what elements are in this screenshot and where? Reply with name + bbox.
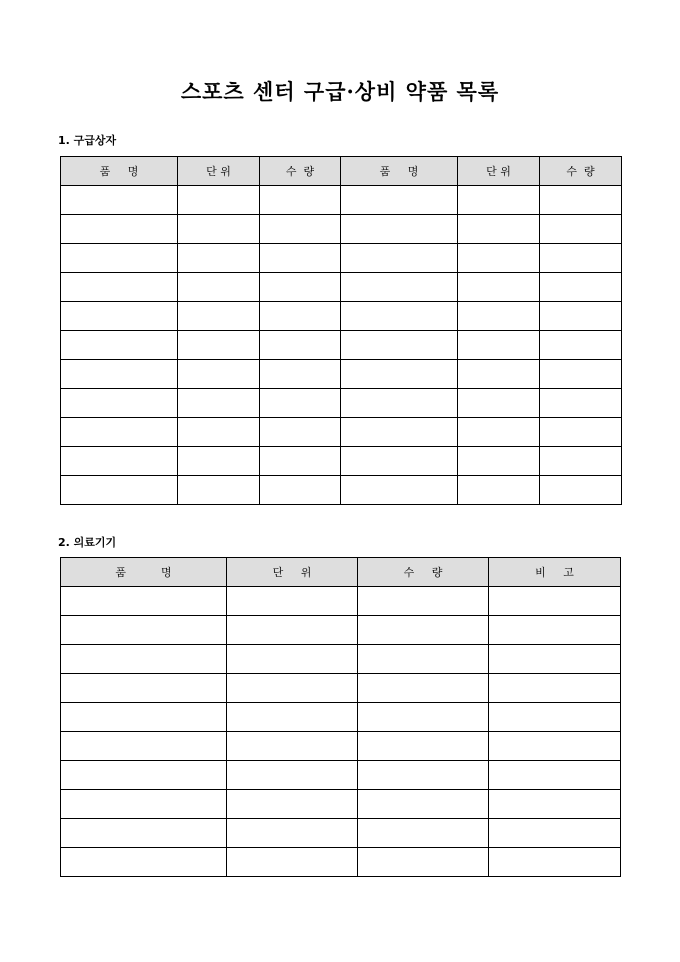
table-row (61, 645, 621, 674)
table-cell[interactable] (178, 389, 260, 418)
table-cell[interactable] (489, 790, 621, 819)
table-cell[interactable] (358, 819, 489, 848)
table-cell[interactable] (458, 476, 540, 505)
table-header-row (61, 157, 622, 186)
table-cell[interactable] (489, 848, 621, 877)
table-row (61, 616, 621, 645)
medical-devices-table-body (61, 587, 621, 877)
table-row (61, 703, 621, 732)
table-cell[interactable] (260, 331, 341, 360)
table-cell[interactable] (540, 302, 622, 331)
table-cell[interactable] (458, 273, 540, 302)
table-cell[interactable] (489, 616, 621, 645)
table-cell[interactable] (358, 732, 489, 761)
table-cell[interactable] (540, 360, 622, 389)
table-cell[interactable] (341, 447, 458, 476)
table-cell[interactable] (260, 215, 341, 244)
table-cell[interactable] (341, 389, 458, 418)
table-cell[interactable] (61, 360, 178, 389)
table-cell[interactable] (61, 186, 178, 215)
table-row (61, 476, 622, 505)
table-cell[interactable] (61, 215, 178, 244)
table-cell[interactable] (358, 616, 489, 645)
table-cell[interactable] (341, 244, 458, 273)
table-cell[interactable] (458, 244, 540, 273)
column-header-unit: 단 위 (458, 157, 540, 186)
table-row (61, 418, 622, 447)
table-cell[interactable] (227, 587, 358, 616)
table-cell[interactable] (61, 389, 178, 418)
table-row (61, 587, 621, 616)
table-cell[interactable] (341, 215, 458, 244)
table-cell[interactable] (458, 447, 540, 476)
table-cell[interactable] (61, 674, 227, 703)
table-cell[interactable] (61, 790, 227, 819)
table-cell[interactable] (178, 447, 260, 476)
table-cell[interactable] (458, 215, 540, 244)
table-header-row (61, 558, 621, 587)
table-cell[interactable] (178, 476, 260, 505)
table-cell[interactable] (341, 186, 458, 215)
table-cell[interactable] (358, 587, 489, 616)
table-cell[interactable] (227, 674, 358, 703)
column-header-unit: 단 위 (227, 558, 358, 587)
first-aid-kit-table (60, 156, 622, 505)
column-header-item-name: 품 명 (341, 157, 458, 186)
section-medical-devices-label: 2. 의료기기 (58, 536, 117, 549)
table-row (61, 244, 622, 273)
column-header-unit: 단 위 (178, 157, 260, 186)
table-cell[interactable] (458, 302, 540, 331)
table-cell[interactable] (61, 703, 227, 732)
table-cell[interactable] (358, 674, 489, 703)
table-row (61, 848, 621, 877)
column-header-quantity: 수 량 (260, 157, 341, 186)
column-header-item-name: 품 명 (61, 157, 178, 186)
table-cell[interactable] (227, 732, 358, 761)
table-cell[interactable] (61, 587, 227, 616)
table-cell[interactable] (260, 418, 341, 447)
table-row (61, 761, 621, 790)
table-cell[interactable] (227, 790, 358, 819)
medical-devices-table (60, 557, 621, 877)
table-row (61, 273, 622, 302)
table-cell[interactable] (178, 360, 260, 389)
table-row (61, 732, 621, 761)
table-cell[interactable] (178, 273, 260, 302)
table-cell[interactable] (358, 790, 489, 819)
table-cell[interactable] (540, 447, 622, 476)
table-cell[interactable] (458, 418, 540, 447)
table-cell[interactable] (489, 674, 621, 703)
table-cell[interactable] (540, 186, 622, 215)
table-cell[interactable] (540, 476, 622, 505)
table-cell[interactable] (341, 331, 458, 360)
table-row (61, 360, 622, 389)
table-cell[interactable] (61, 447, 178, 476)
table-cell[interactable] (61, 616, 227, 645)
table-cell[interactable] (260, 186, 341, 215)
table-row (61, 447, 622, 476)
table-row (61, 331, 622, 360)
column-header-quantity: 수 량 (358, 558, 489, 587)
table-cell[interactable] (178, 215, 260, 244)
table-cell[interactable] (358, 761, 489, 790)
table-cell[interactable] (178, 186, 260, 215)
table-cell[interactable] (489, 761, 621, 790)
section-first-aid-kit-label: 1. 구급상자 (58, 134, 117, 147)
table-cell[interactable] (178, 244, 260, 273)
table-cell[interactable] (178, 302, 260, 331)
table-cell[interactable] (260, 476, 341, 505)
table-cell[interactable] (489, 587, 621, 616)
table-cell[interactable] (540, 215, 622, 244)
table-cell[interactable] (227, 703, 358, 732)
table-cell[interactable] (227, 848, 358, 877)
table-cell[interactable] (260, 244, 341, 273)
table-cell[interactable] (489, 732, 621, 761)
table-row (61, 790, 621, 819)
table-row (61, 302, 622, 331)
table-cell[interactable] (260, 447, 341, 476)
table-cell[interactable] (260, 389, 341, 418)
table-cell[interactable] (458, 360, 540, 389)
table-cell[interactable] (341, 476, 458, 505)
table-cell[interactable] (341, 360, 458, 389)
table-cell[interactable] (458, 331, 540, 360)
table-row (61, 389, 622, 418)
first-aid-kit-table-body (61, 186, 622, 505)
table-cell[interactable] (341, 273, 458, 302)
table-cell[interactable] (260, 273, 341, 302)
table-row (61, 674, 621, 703)
table-cell[interactable] (61, 819, 227, 848)
table-cell[interactable] (358, 703, 489, 732)
table-row (61, 819, 621, 848)
table-cell[interactable] (227, 761, 358, 790)
table-cell[interactable] (540, 273, 622, 302)
table-cell[interactable] (61, 476, 178, 505)
table-cell[interactable] (489, 645, 621, 674)
table-cell[interactable] (358, 848, 489, 877)
table-cell[interactable] (61, 244, 178, 273)
table-cell[interactable] (61, 848, 227, 877)
column-header-item-name: 품 명 (61, 558, 227, 587)
table-cell[interactable] (227, 819, 358, 848)
table-cell[interactable] (540, 331, 622, 360)
table-cell[interactable] (489, 703, 621, 732)
table-cell[interactable] (458, 186, 540, 215)
table-cell[interactable] (61, 761, 227, 790)
table-row (61, 186, 622, 215)
table-cell[interactable] (61, 732, 227, 761)
table-cell[interactable] (540, 418, 622, 447)
table-cell[interactable] (458, 389, 540, 418)
table-cell[interactable] (227, 616, 358, 645)
page-title: 스포츠 센터 구급·상비 약품 목록 (180, 79, 500, 104)
column-header-quantity: 수 량 (540, 157, 622, 186)
table-cell[interactable] (260, 302, 341, 331)
table-cell[interactable] (540, 244, 622, 273)
table-cell[interactable] (61, 273, 178, 302)
table-cell[interactable] (540, 389, 622, 418)
table-row (61, 215, 622, 244)
table-cell[interactable] (61, 418, 178, 447)
table-cell[interactable] (61, 645, 227, 674)
table-cell[interactable] (341, 418, 458, 447)
table-cell[interactable] (489, 819, 621, 848)
table-cell[interactable] (61, 302, 178, 331)
table-cell[interactable] (260, 360, 341, 389)
table-cell[interactable] (358, 645, 489, 674)
table-cell[interactable] (178, 331, 260, 360)
table-cell[interactable] (61, 331, 178, 360)
table-cell[interactable] (178, 418, 260, 447)
column-header-remarks: 비 고 (489, 558, 621, 587)
table-cell[interactable] (341, 302, 458, 331)
table-cell[interactable] (227, 645, 358, 674)
